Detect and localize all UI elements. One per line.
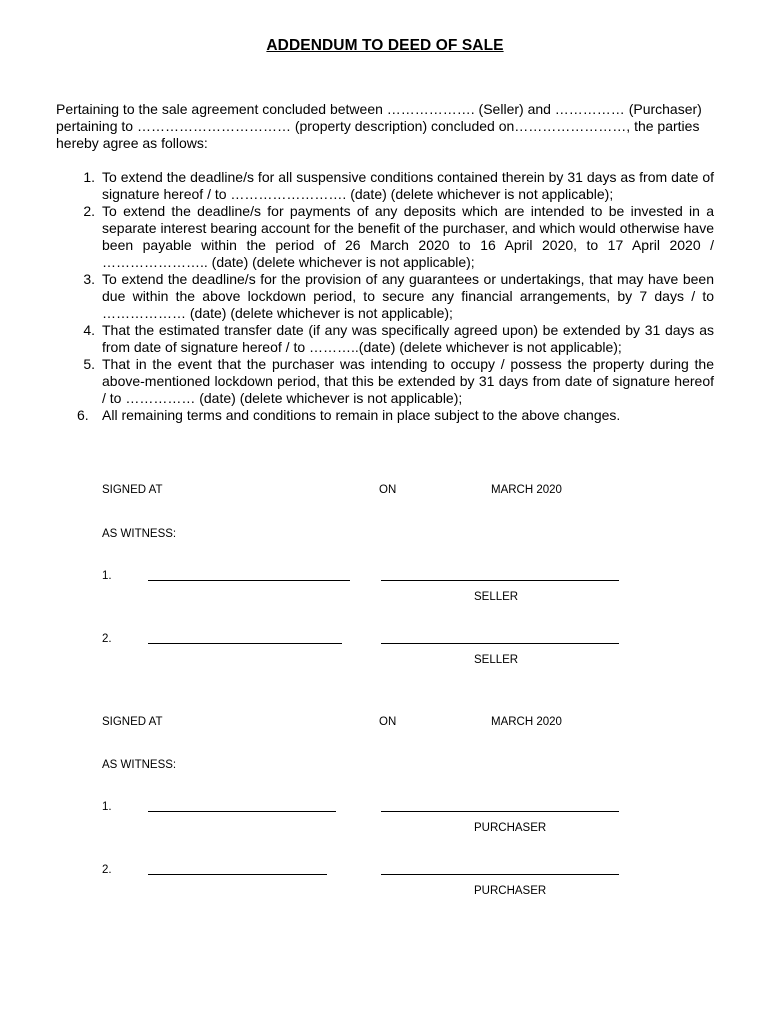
clause-number: 5. [83,356,95,372]
witness-signature-line [148,580,350,581]
signed-at-label: SIGNED AT [102,716,163,728]
clause-text: To extend the deadline/s for the provision of any guarantees or undertakings, that may have been due within the above lockdown period, to secure any financial arrangements, by 7 days / to ……………… (date) (delete whichever is not applicable); [102,271,714,321]
clause-number: 6. [77,407,89,423]
purchaser-label: PURCHASER [474,885,547,897]
clause-item [56,356,714,407]
clause-text: To extend the deadline/s for payments of any deposits which are intended to be invested in a separate interest bearing account for the benefit of the purchaser, and which would otherwise have been payable within the period of 26 March 2020 to 16 April 2020, to 17 April 2020 / ………………….. (date) (delete whichever is not applicable); [102,203,714,270]
witness-number: 1. [102,570,112,582]
on-label: ON [379,484,397,496]
clause-number: 1. [83,169,95,185]
clause-item [56,407,714,424]
seller-signature-line [381,643,619,644]
clause-text: That the estimated transfer date (if any was specifically agreed upon) be extended by 31 days as from date of signature hereof / to ………..(date) (delete whichever is not applicable); [102,322,714,355]
clause-item [56,203,714,271]
purchaser-signature-line [381,874,619,875]
clause-text: That in the event that the purchaser was intending to occupy / possess the property during the above-mentioned lockdown period, that this be extended by 31 days from date of signature hereof / to …………… (date) (delete whichever is not applicable); [102,356,714,406]
as-witness-label: AS WITNESS: [102,528,177,540]
clause-item [56,271,714,322]
clause-text: To extend the deadline/s for all suspensive conditions contained therein by 31 days as from date of signature hereof / to ……………………. (date) (delete whichever is not applicable); [102,169,714,202]
seller-label: SELLER [474,654,519,666]
seller-label: SELLER [474,591,519,603]
witness-number: 1. [102,801,112,813]
witness-signature-line [148,811,336,812]
clause-item [56,169,714,203]
intro-paragraph: Pertaining to the sale agreement concluded between ………………. (Seller) and …………… (Purchaser) pertaining to …………………………… (property description) concluded on……………………, the parties hereby agree as follows: [56,101,702,151]
on-label: ON [379,716,397,728]
purchaser-signature-line [381,811,619,812]
document-title: ADDENDUM TO DEED OF SALE [266,37,504,54]
witness-signature-line [148,874,327,875]
clause-text: All remaining terms and conditions to remain in place subject to the above changes. [102,407,621,423]
clause-list [56,169,714,424]
witness-number: 2. [102,633,112,645]
as-witness-label: AS WITNESS: [102,759,177,771]
date-label: MARCH 2020 [491,484,562,496]
witness-signature-line [148,643,342,644]
seller-signature-line [381,580,619,581]
clause-number: 2. [83,203,95,219]
date-label: MARCH 2020 [491,716,562,728]
clause-number: 4. [83,322,95,338]
clause-item [56,322,714,356]
signed-at-label: SIGNED AT [102,484,163,496]
clause-number: 3. [83,271,95,287]
purchaser-label: PURCHASER [474,822,547,834]
witness-number: 2. [102,864,112,876]
